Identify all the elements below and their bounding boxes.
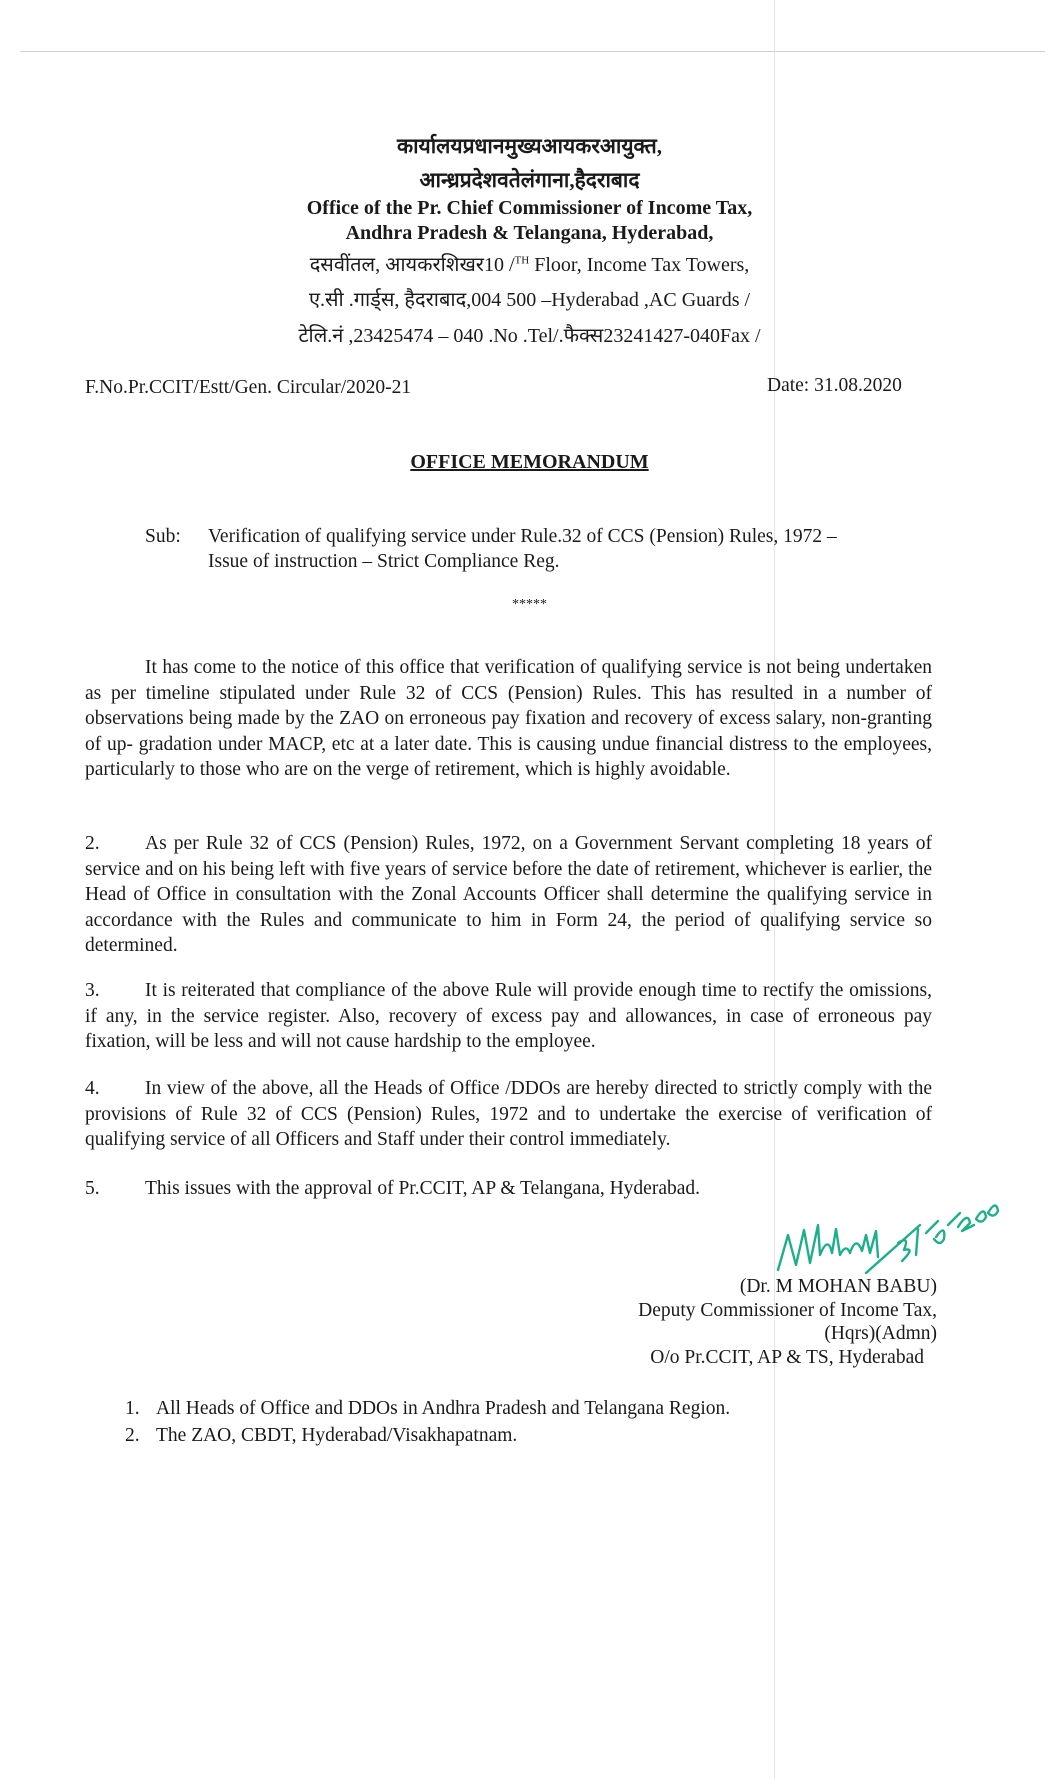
signatory-name: (Dr. M MOHAN BABU) <box>739 1276 937 1297</box>
subject-line1: Verification of qualifying service under Rule.32 of CCS (Pension) Rules, 1972 – <box>208 526 837 547</box>
paragraph-text: It has come to the notice of this office that verification of qualifying service is not being undertaken as per timeline stipulated under Rule 32 of CCS (Pension) Rules. This has resulted in a number of observations being made by the ZAO on erroneous pay fixation and recovery of excess salary, non-granting of up- gradation under MACP, etc at a later date. This is causing undue financial distress to the employees, particularly to those who are on the verge of retirement, which is highly avoidable. <box>85 657 932 781</box>
header-office-line2: Andhra Pradesh & Telangana, Hyderabad, <box>345 222 714 244</box>
paragraph-text: This issues with the approval of Pr.CCIT, AP & Telangana, Hyderabad. <box>145 1178 701 1199</box>
address-part: दसवींतल, आयकरशिखर10 / <box>309 254 515 276</box>
list-number: 1. <box>125 1398 140 1419</box>
handwritten-signature <box>770 1195 1005 1285</box>
date: Date: 31.08.2020 <box>767 375 902 396</box>
list-item <box>125 1395 730 1422</box>
scan-edge-line <box>20 51 1045 52</box>
page-title: OFFICE MEMORANDUM <box>410 451 649 473</box>
paragraph-number: 5. <box>85 1178 100 1199</box>
signatory-unit: (Hqrs)(Admn) <box>824 1323 937 1345</box>
paragraph-3 <box>85 978 932 1055</box>
list-text: The ZAO, CBDT, Hyderabad/Visakhapatnam. <box>156 1425 518 1446</box>
address-part: Floor, Income Tax Towers, <box>529 254 750 276</box>
header-address-line2: ए.सी .गार्ड्स, हैदराबाद,004 500 –Hyderabad ,AC Guards / <box>308 289 751 311</box>
paragraph-text: As per Rule 32 of CCS (Pension) Rules, 1972, on a Government Servant completing 18 years of service and on his being left with five years of service before the date of retirement, whichever is earlier, the Head of Office in consultation with the Zonal Accounts Officer shall determine the qualifying service in accordance with the Rules and communicate to him in Form 24, the period of qualifying service so determined. <box>85 833 932 957</box>
list-item <box>125 1422 730 1449</box>
list-number: 2. <box>125 1425 140 1446</box>
paragraph-text: In view of the above, all the Heads of Office /DDOs are hereby directed to strictly comply with the provisions of Rule 32 of CCS (Pension) Rules, 1972 and to undertake the exercise of verification of qualifying service of all Officers and Staff under their control immediately. <box>85 1078 932 1151</box>
header-office-line1: Office of the Pr. Chief Commissioner of Income Tax, <box>306 197 753 219</box>
paragraph-1 <box>85 655 932 783</box>
paragraph-number: 4. <box>85 1078 100 1099</box>
distribution-list <box>125 1395 730 1449</box>
separator: ***** <box>512 597 547 612</box>
paragraph-number: 3. <box>85 980 100 1001</box>
file-number: F.No.Pr.CCIT/Estt/Gen. Circular/2020-21 <box>85 377 412 398</box>
subject-label: Sub: <box>145 526 181 547</box>
paragraph-2 <box>85 831 932 959</box>
signatory-designation: Deputy Commissioner of Income Tax, <box>638 1299 937 1321</box>
header-address-line1 <box>0 250 1059 277</box>
paragraph-number: 2. <box>85 833 100 854</box>
paragraph-text: It is reiterated that compliance of the above Rule will provide enough time to rectify the omissions, if any, in the service register. Also, recovery of excess pay and allowances, in case of erroneous pay fixation, will be less and will not cause hardship to the employee. <box>85 980 932 1053</box>
header-hindi-line1: कार्यालयप्रधानमुख्यआयकरआयुक्त, <box>396 134 663 158</box>
list-text: All Heads of Office and DDOs in Andhra Pradesh and Telangana Region. <box>156 1398 731 1419</box>
address-sup: TH <box>514 254 530 267</box>
header-hindi-line2: आन्ध्रप्रदेशवतेलंगाना,हैदराबाद <box>419 168 640 192</box>
paragraph-4 <box>85 1076 932 1153</box>
signatory-office: O/o Pr.CCIT, AP & TS, Hyderabad <box>650 1346 924 1368</box>
subject-line2: Issue of instruction – Strict Compliance Reg. <box>208 551 560 572</box>
signatory-block <box>638 1275 937 1369</box>
header-address-line3: टेलि.नं ,23425474 – 040 .No .Tel/.फैक्स23241427-040Fax / <box>298 325 761 347</box>
